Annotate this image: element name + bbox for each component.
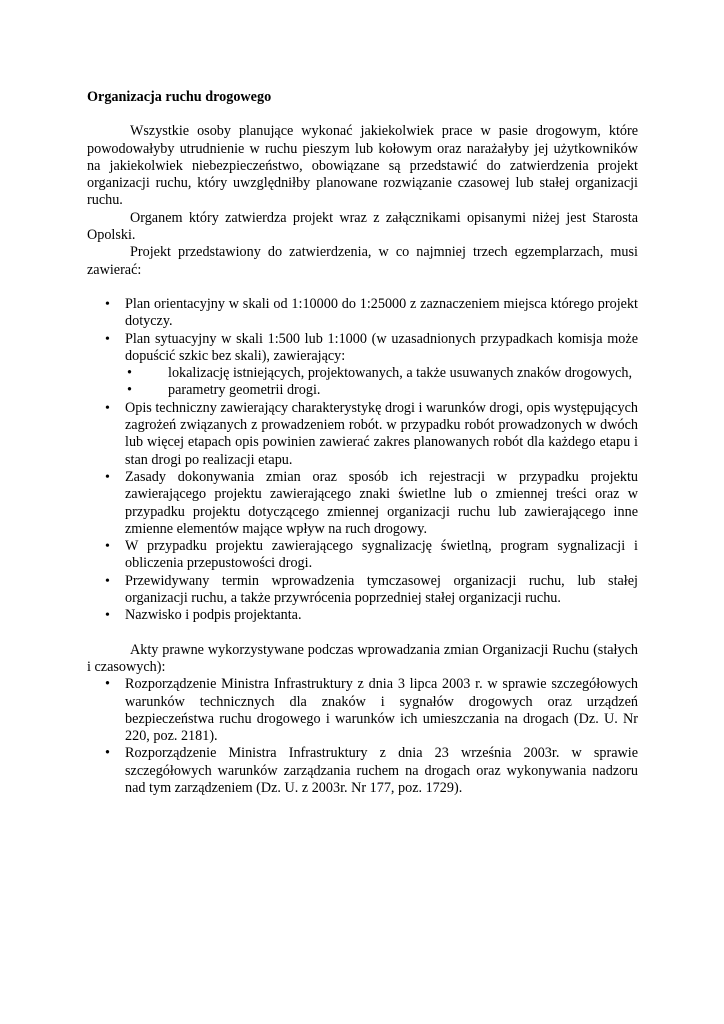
bullet-icon: •	[105, 469, 110, 485]
list-item-text: Plan orientacyjny w skali od 1:10000 do 1:25000 z zaznaczeniem miejsca którego projekt dotyczy.	[125, 295, 638, 330]
list-item	[87, 573, 638, 608]
intro-paragraph: Wszystkie osoby planujące wykonać jakiekolwiek prace w pasie drogowym, które powodowałyby utrudnienie w ruchu pieszym lub kołowym oraz narażałyby jej użytkowników na jakiekolwiek niebezpieczeństwo, obowiązane są przedstawić do zatwierdzenia projekt organizacji ruchu, który uwzględniłby planowane rozwiązanie czasowej lub stałej organizacji ruchu.	[87, 123, 638, 209]
list-item	[87, 538, 638, 573]
bullet-icon: •	[105, 539, 110, 555]
list-item-text: W przypadku projektu zawierającego sygnalizację świetlną, program sygnalizacji i obliczenia przepustowości drogi.	[125, 538, 638, 572]
intro-paragraph: Organem który zatwierdza projekt wraz z załącznikami opisanymi niżej jest Starosta Opolski.	[87, 209, 638, 244]
bullet-icon: •	[105, 745, 110, 762]
list-item	[87, 400, 638, 469]
spacer	[87, 279, 638, 296]
bullet-icon: •	[127, 365, 132, 382]
bullet-icon: •	[127, 382, 132, 399]
intro-paragraph: Projekt przedstawiony do zatwierdzenia, w co najmniej trzech egzemplarzach, musi zawierać:	[87, 244, 638, 278]
list-item	[87, 607, 638, 624]
list-item	[87, 296, 638, 331]
bullet-icon: •	[105, 400, 110, 416]
list-item-text: Nazwisko i podpis projektanta.	[125, 607, 302, 624]
sub-list	[125, 365, 638, 400]
bullet-icon: •	[105, 296, 110, 312]
legal-acts-list	[87, 676, 638, 797]
document-body	[87, 89, 638, 797]
spacer	[87, 625, 638, 642]
sub-list-item	[125, 382, 638, 399]
list-item-text: Zasady dokonywania zmian oraz sposób ich rejestracji w przypadku projektu zawierającego projektu zawierającego znaki świetlne lub o zmiennej treści oraz w przypadku projektu dotyczącego zmiennej organizacji ruchu lub zawierającego inne zmienne elementów mające wpływ na ruch drogowy.	[125, 468, 638, 537]
list-item-text: Rozporządzenie Ministra Infrastruktury z dnia 23 września 2003r. w sprawie szczegółowych warunków zarządzania ruchem na drogach oraz wykonywania nadzoru nad tym zarządzeniem (Dz. U. z 2003r. Nr 177, poz. 1729).	[125, 745, 638, 796]
list-item-text: Opis techniczny zawierający charakterystykę drogi i warunków drogi, opis występujących zagrożeń związanych z prowadzeniem robót. w przypadku robót prowadzonych w dwóch lub więcej etapach opis powinien zawierać zakres planowanych robót dla każdego etapu i stan drogi po realizacji etapu.	[125, 399, 638, 468]
sub-list-item-text: lokalizację istniejących, projektowanych, a także usuwanych znaków drogowych,	[168, 365, 633, 382]
bullet-icon: •	[105, 573, 110, 589]
bullet-icon: •	[105, 331, 110, 347]
requirements-list	[87, 296, 638, 625]
list-item	[87, 331, 638, 400]
sub-list-item-text: parametry geometrii drogi.	[168, 382, 321, 399]
list-item	[87, 745, 638, 797]
sub-list-item	[125, 365, 638, 382]
document-title: Organizacja ruchu drogowego	[87, 89, 272, 105]
list-item-text: Rozporządzenie Ministra Infrastruktury z dnia 3 lipca 2003 r. w sprawie szczegółowych warunków technicznych dla znaków i sygnałów drogowych oraz urządzeń bezpieczeństwa ruchu drogowego i warunków ich umieszczania na drogach (Dz. U. Nr 220, poz. 2181).	[125, 676, 638, 745]
list-item	[87, 469, 638, 538]
list-item-text: Plan sytuacyjny w skali 1:500 lub 1:1000 (w uzasadnionych przypadkach komisja może dopuścić szkic bez skali), zawierający:	[125, 330, 638, 364]
acts-intro: Akty prawne wykorzystywane podczas wprowadzania zmian Organizacji Ruchu (stałych i czasowych):	[87, 641, 638, 675]
bullet-icon: •	[105, 608, 110, 624]
bullet-icon: •	[105, 676, 110, 693]
list-item-text: Przewidywany termin wprowadzenia tymczasowej organizacji ruchu, lub stałej organizacji ruchu, a także przywrócenia poprzedniej stałej organizacji ruchu.	[125, 572, 638, 607]
list-item	[87, 676, 638, 745]
